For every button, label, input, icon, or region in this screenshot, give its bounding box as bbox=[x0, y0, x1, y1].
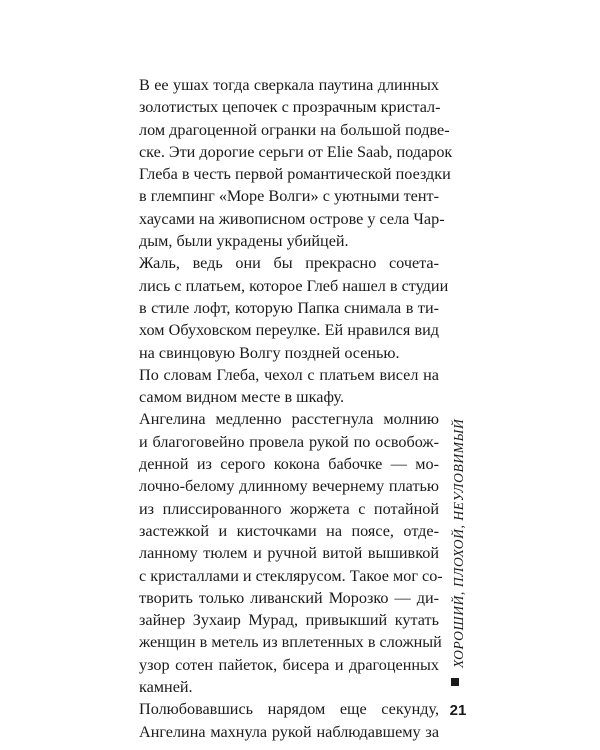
text-line: Жаль, ведь они бы прекрасно сочета- bbox=[139, 254, 439, 273]
paragraph bbox=[117, 698, 439, 743]
text-line: хом Обуховском переулке. Ей нравился вид bbox=[139, 321, 439, 340]
text-line: зайнер Зухаир Мурад, привыкший кутать bbox=[139, 611, 439, 630]
text-line: денной из серого кокона бабочке — мо- bbox=[139, 455, 439, 474]
text-line: застежкой и кисточками на поясе, отде- bbox=[139, 521, 439, 540]
text-line: из плиссированного жоржета с потайной bbox=[139, 499, 439, 518]
text-line: на свинцовую Волгу поздней осенью. bbox=[139, 343, 400, 362]
paragraph bbox=[117, 364, 439, 409]
text-line: В ее ушах тогда сверкала паутина длинных bbox=[139, 76, 439, 94]
text-line: самом видном месте в шкафу. bbox=[139, 388, 345, 407]
text-line: с кристаллами и стеклярусом. Такое мог со- bbox=[139, 566, 443, 585]
paragraph bbox=[117, 74, 453, 252]
text-line: творить только ливанский Морозко — ди- bbox=[139, 588, 439, 607]
text-line: ланному тюлем и ручной витой вышивкой bbox=[139, 544, 439, 563]
text-line: камней. bbox=[139, 678, 193, 697]
text-line: в стиле лофт, которую Папка снимала в ти- bbox=[139, 298, 439, 317]
paragraph bbox=[117, 252, 449, 363]
square-marker-icon bbox=[451, 678, 459, 686]
text-line: лочно-белому длинному вечернему платью bbox=[139, 477, 439, 496]
paragraph bbox=[117, 408, 443, 698]
text-line: в глемпинг «Море Волги» с уютными тент- bbox=[139, 187, 439, 206]
text-line: Ангелина махнула рукой наблюдавшему за bbox=[139, 722, 439, 741]
text-line: дым, были украдены убийцей. bbox=[139, 232, 349, 251]
text-line: По словам Глеба, чехол с платьем висел на bbox=[139, 365, 439, 384]
body-text bbox=[117, 74, 453, 743]
text-line: хаусами на живописном острове у села Чар- bbox=[139, 209, 445, 228]
page-number: 21 bbox=[449, 702, 467, 719]
text-line: Ангелина медленно расстегнула молнию bbox=[139, 410, 439, 429]
text-line: Полюбовавшись нарядом еще секунду, bbox=[139, 700, 439, 719]
text-line: и благоговейно провела рукой по освобож- bbox=[139, 432, 439, 451]
text-line: лись с платьем, которое Глеб нашел в студии bbox=[139, 276, 449, 295]
text-line: женщин в метель из вплетенных в сложный bbox=[139, 633, 442, 652]
text-line: узор сотен пайеток, бисера и драгоценных bbox=[139, 655, 439, 674]
text-line: лом драгоценной огранки на большой подве- bbox=[139, 120, 450, 139]
text-line: ске. Эти дорогие серьги от Elie Saab, подарок bbox=[139, 142, 453, 161]
text-line: Глеба в честь первой романтической поездки bbox=[139, 165, 451, 184]
running-title: ХОРОШИЙ, ПЛОХОЙ, НЕУЛОВИМЫЙ bbox=[451, 418, 466, 668]
running-title-container bbox=[448, 398, 470, 668]
text-line: золотистых цепочек с прозрачным кристал- bbox=[139, 98, 441, 117]
